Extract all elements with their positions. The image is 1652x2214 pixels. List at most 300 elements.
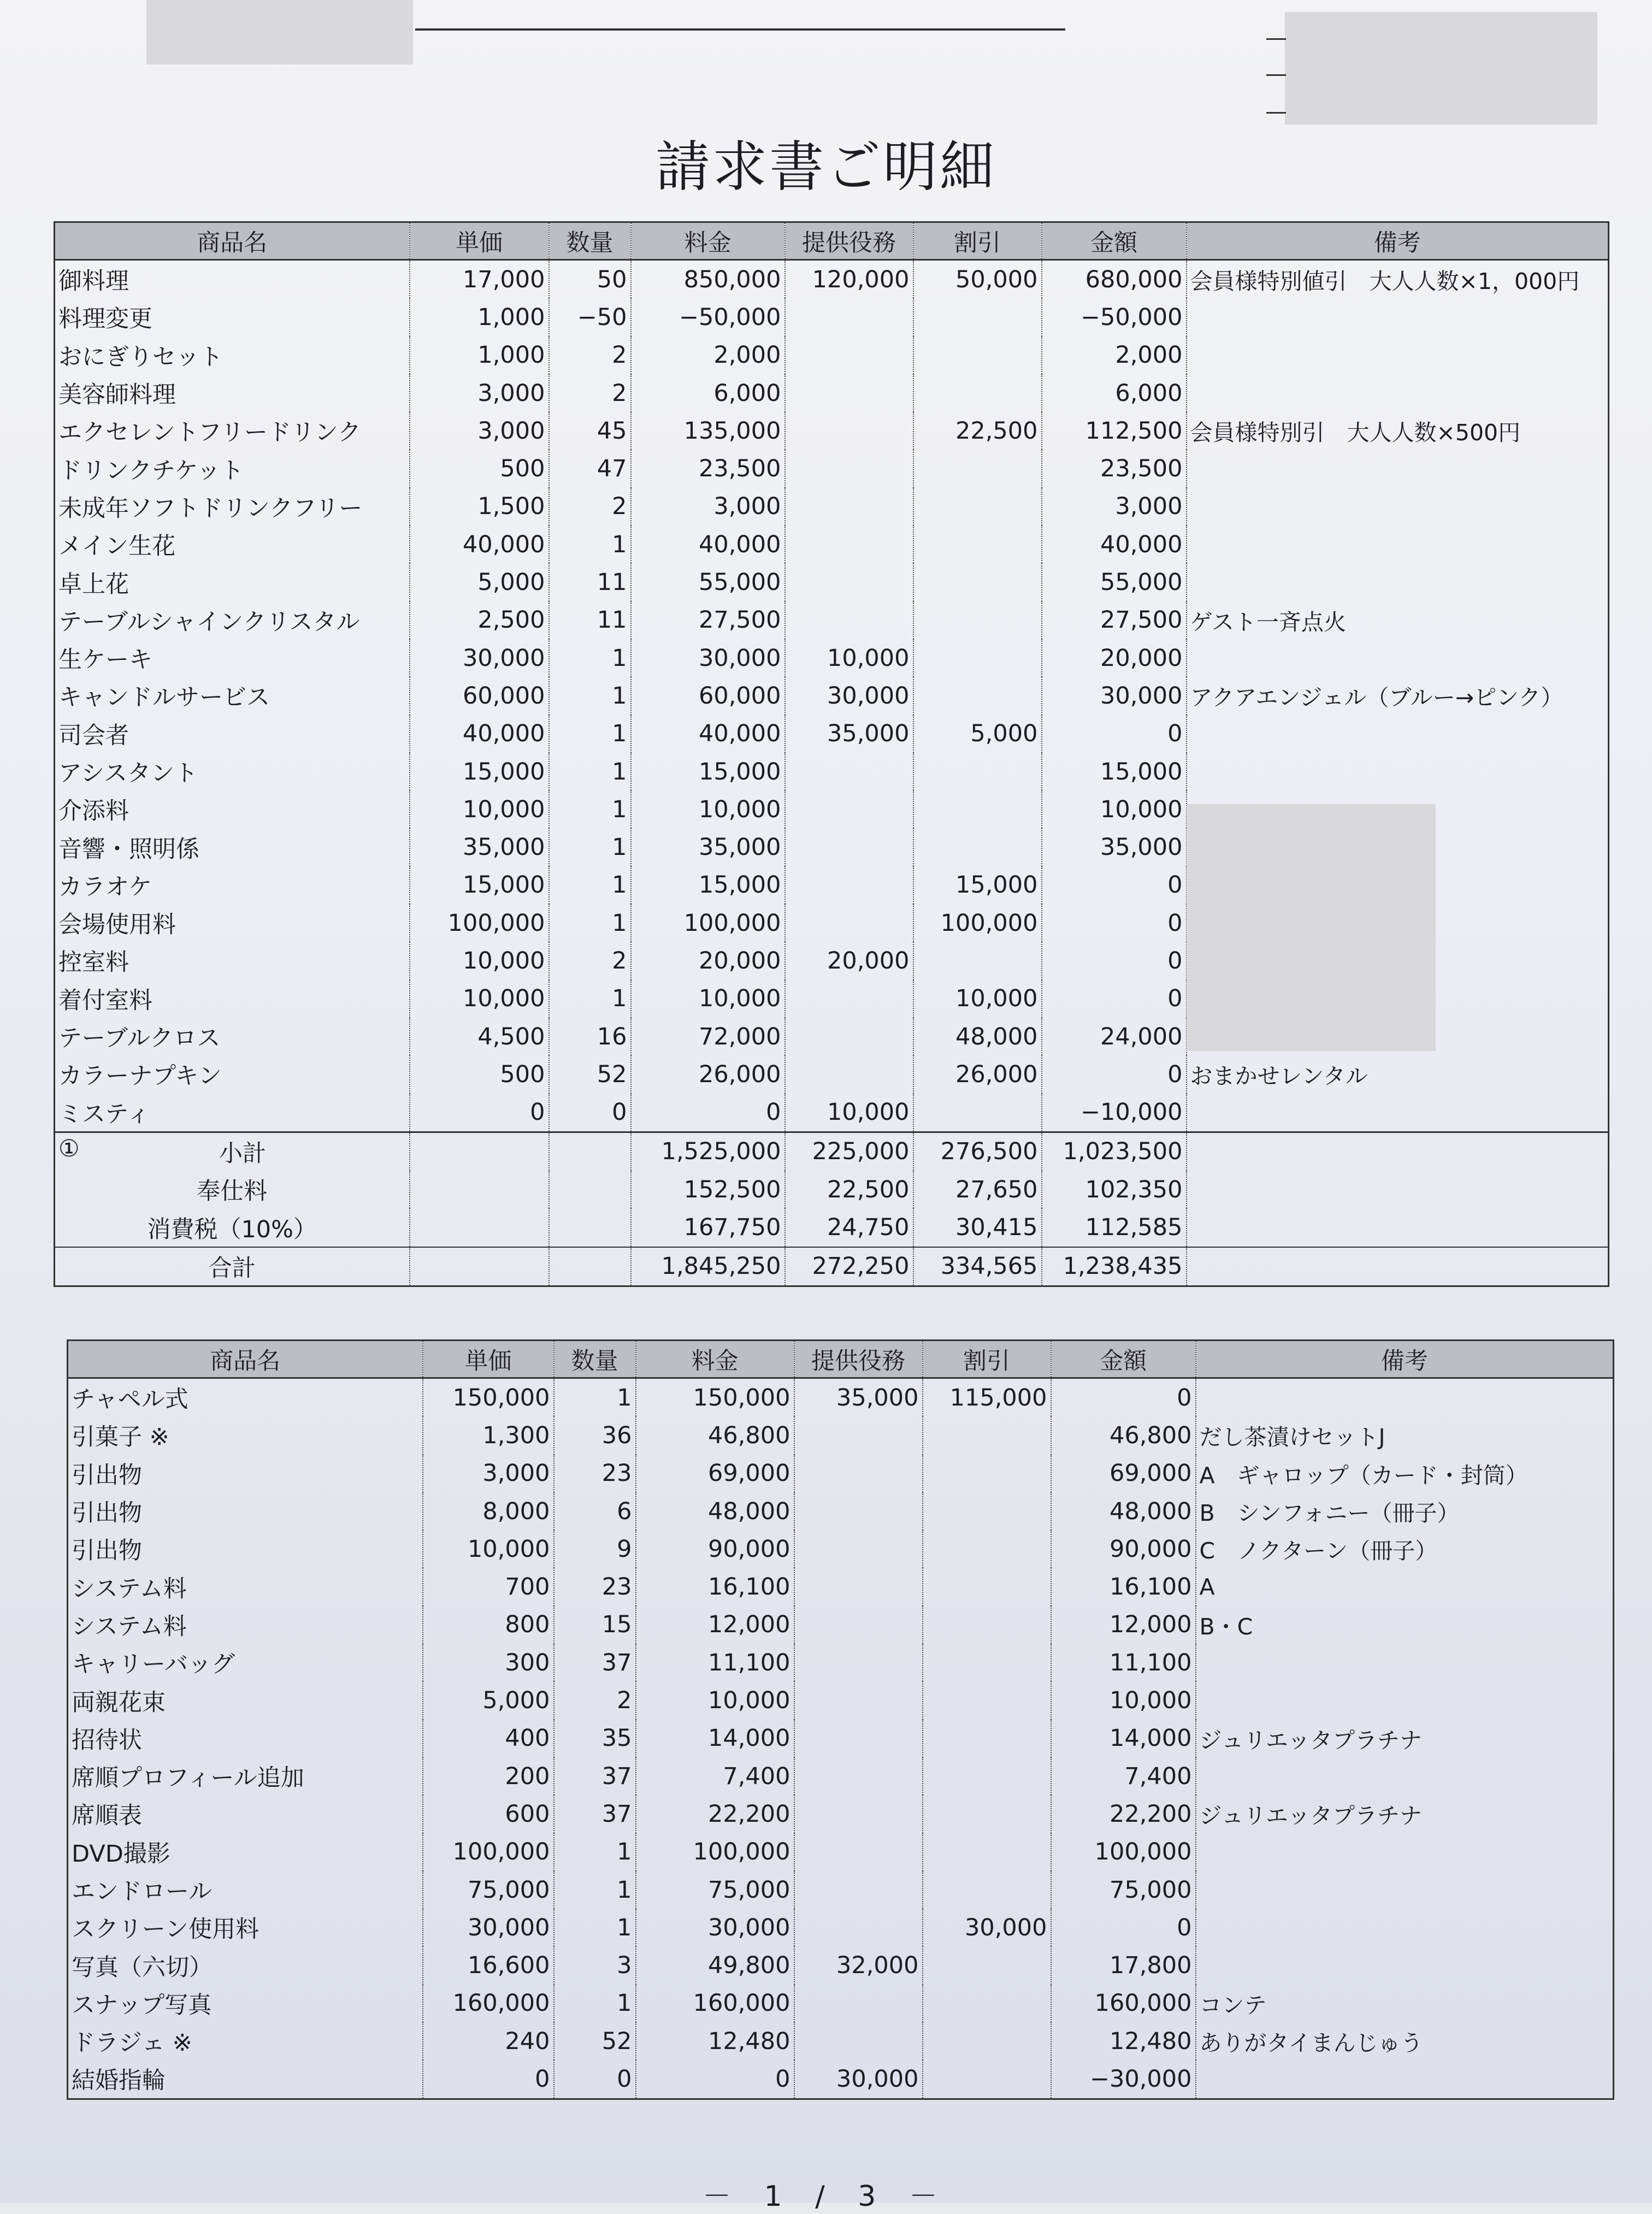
- table-row: [68, 1795, 1614, 1833]
- cell-discount: 22,500: [913, 412, 1042, 450]
- cell-amount: 10,000: [1042, 790, 1187, 828]
- cell-charge: 90,000: [636, 1530, 794, 1568]
- cell-amount: 24,000: [1042, 1018, 1187, 1055]
- cell-service-credit: [794, 1795, 923, 1833]
- cell-unit-price: 600: [423, 1795, 554, 1833]
- cell-discount: [913, 374, 1042, 412]
- cell-amount: 6,000: [1042, 374, 1187, 412]
- cell-item-name: DVD撮影: [68, 1833, 423, 1871]
- cell-unit-price: 10,000: [410, 790, 549, 828]
- cell-remarks: A ギャロップ（カード・封筒）: [1196, 1455, 1614, 1492]
- cell-remarks: [1187, 715, 1609, 753]
- cell-charge: 850,000: [631, 260, 785, 299]
- summary-service-credit: 225,000: [785, 1132, 913, 1171]
- table-row: [55, 1094, 1609, 1132]
- summary-amount: 112,585: [1042, 1208, 1187, 1247]
- cell-remarks: [1187, 450, 1609, 487]
- header-service-credit: 提供役務: [785, 222, 913, 260]
- table-header-row: [68, 1341, 1614, 1378]
- cell-amount: 27,500: [1042, 601, 1187, 639]
- table-row: [68, 1909, 1614, 1946]
- cell-item-name: ドリンクチケット: [55, 450, 410, 487]
- cell-item-name: 招待状: [68, 1720, 423, 1757]
- cell-discount: [923, 1455, 1051, 1492]
- cell-amount: 12,480: [1051, 2022, 1196, 2060]
- cell-service-credit: [794, 1681, 923, 1719]
- cell-item-name: システム料: [68, 1606, 423, 1644]
- table-row: [68, 1644, 1614, 1681]
- invoice-table-2: [67, 1339, 1614, 2100]
- cell-discount: [913, 828, 1042, 866]
- cell-charge: −50,000: [631, 298, 785, 336]
- cell-item-name: 席順表: [68, 1795, 423, 1833]
- cell-service-credit: [794, 1568, 923, 1605]
- table-row: [55, 601, 1609, 639]
- header-tick: [1266, 112, 1286, 114]
- cell-item-name: キャリーバッグ: [68, 1644, 423, 1681]
- cell-discount: [913, 298, 1042, 336]
- cell-quantity: 0: [549, 1094, 631, 1132]
- cell-charge: 49,800: [636, 1946, 794, 1984]
- cell-discount: [923, 1568, 1051, 1605]
- cell-item-name: 音響・照明係: [55, 828, 410, 866]
- cell-remarks: ありがタイまんじゅう: [1196, 2022, 1614, 2060]
- table-row: [68, 1606, 1614, 1644]
- cell-service-credit: 20,000: [785, 942, 913, 979]
- cell-unit-price: 1,000: [410, 298, 549, 336]
- cell-discount: [913, 753, 1042, 790]
- header-amount: 金額: [1051, 1341, 1196, 1378]
- cell-amount: 75,000: [1051, 1871, 1196, 1909]
- cell-remarks: [1196, 1833, 1614, 1871]
- cell-quantity: 1: [549, 526, 631, 563]
- table-row: [68, 1720, 1614, 1757]
- cell-amount: 16,100: [1051, 1568, 1196, 1605]
- cell-service-credit: [785, 980, 913, 1018]
- header-tick: [1266, 74, 1286, 76]
- summary-label: [55, 1247, 410, 1286]
- cell-charge: 27,500: [631, 601, 785, 639]
- cell-service-credit: [794, 1416, 923, 1454]
- table-row: [55, 374, 1609, 412]
- summary-amount: 102,350: [1042, 1171, 1187, 1208]
- cell-discount: 10,000: [913, 980, 1042, 1018]
- cell-unit-price: 30,000: [423, 1909, 554, 1946]
- cell-unit-price: 1,000: [410, 336, 549, 374]
- cell-service-credit: 120,000: [785, 260, 913, 299]
- cell-discount: [913, 1094, 1042, 1132]
- cell-item-name: アシスタント: [55, 753, 410, 790]
- cell-unit-price: 10,000: [410, 942, 549, 979]
- cell-charge: 75,000: [636, 1871, 794, 1909]
- cell-unit-price: 3,000: [410, 412, 549, 450]
- cell-charge: 40,000: [631, 526, 785, 563]
- redacted-block-top-left: [146, 0, 413, 64]
- cell-discount: 115,000: [923, 1378, 1051, 1417]
- cell-amount: 48,000: [1051, 1492, 1196, 1530]
- cell-unit-price: 30,000: [410, 639, 549, 677]
- table-row: [68, 1681, 1614, 1719]
- cell-unit-price: 700: [423, 1568, 554, 1605]
- summary-row: [55, 1132, 1609, 1171]
- cell-unit-price: 200: [423, 1757, 554, 1795]
- cell-unit-price: 10,000: [410, 980, 549, 1018]
- cell-remarks: [1187, 1171, 1609, 1208]
- cell-charge: 11,100: [636, 1644, 794, 1681]
- summary-amount: 1,023,500: [1042, 1132, 1187, 1171]
- cell-item-name: 控室料: [55, 942, 410, 979]
- cell-item-name: 写真（六切）: [68, 1946, 423, 1984]
- cell-item-name: 卓上花: [55, 563, 410, 601]
- cell-charge: 7,400: [636, 1757, 794, 1795]
- cell-amount: 0: [1051, 1378, 1196, 1417]
- cell-item-name: 介添料: [55, 790, 410, 828]
- cell-quantity: 52: [554, 2022, 636, 2060]
- cell-amount: 0: [1042, 715, 1187, 753]
- table-row: [55, 450, 1609, 487]
- table-row: [55, 677, 1609, 715]
- cell-quantity: [549, 1171, 631, 1208]
- cell-service-credit: [794, 1757, 923, 1795]
- summary-service-credit: 22,500: [785, 1171, 913, 1208]
- table-row: [68, 1871, 1614, 1909]
- cell-item-name: スナップ写真: [68, 1985, 423, 2022]
- cell-item-name: スクリーン使用料: [68, 1909, 423, 1946]
- cell-amount: 20,000: [1042, 639, 1187, 677]
- cell-unit-price: 1,300: [423, 1416, 554, 1454]
- cell-discount: [913, 336, 1042, 374]
- cell-amount: −50,000: [1042, 298, 1187, 336]
- cell-service-credit: [785, 601, 913, 639]
- summary-charge: 167,750: [631, 1208, 785, 1247]
- cell-discount: [923, 1985, 1051, 2022]
- summary-label: [55, 1171, 410, 1208]
- cell-item-name: エンドロール: [68, 1871, 423, 1909]
- cell-remarks: [1187, 1247, 1609, 1286]
- cell-remarks: おまかせレンタル: [1187, 1055, 1609, 1093]
- header-charge: 料金: [631, 222, 785, 260]
- summary-label: [55, 1132, 410, 1171]
- cell-discount: [913, 677, 1042, 715]
- cell-discount: [913, 942, 1042, 979]
- cell-item-name: 生ケーキ: [55, 639, 410, 677]
- header-unit-price: 単価: [410, 222, 549, 260]
- cell-amount: 3,000: [1042, 488, 1187, 526]
- cell-unit-price: [410, 1247, 549, 1286]
- cell-quantity: 1: [549, 639, 631, 677]
- cell-amount: 22,200: [1051, 1795, 1196, 1833]
- cell-remarks: B シンフォニー（冊子）: [1196, 1492, 1614, 1530]
- cell-amount: 23,500: [1042, 450, 1187, 487]
- cell-remarks: [1196, 1378, 1614, 1417]
- cell-charge: 72,000: [631, 1018, 785, 1055]
- cell-item-name: 席順プロフィール追加: [68, 1757, 423, 1795]
- cell-quantity: 2: [549, 374, 631, 412]
- cell-service-credit: [794, 1530, 923, 1568]
- cell-item-name: 司会者: [55, 715, 410, 753]
- cell-discount: [913, 526, 1042, 563]
- cell-remarks: [1187, 1132, 1609, 1171]
- cell-unit-price: [410, 1132, 549, 1171]
- cell-unit-price: 40,000: [410, 526, 549, 563]
- cell-amount: 0: [1042, 1055, 1187, 1093]
- cell-charge: 20,000: [631, 942, 785, 979]
- cell-charge: 135,000: [631, 412, 785, 450]
- cell-charge: 22,200: [636, 1795, 794, 1833]
- cell-remarks: [1196, 1871, 1614, 1909]
- table-row: [55, 563, 1609, 601]
- cell-quantity: 50: [549, 260, 631, 299]
- cell-remarks: [1187, 1208, 1609, 1247]
- cell-item-name: おにぎりセット: [55, 336, 410, 374]
- cell-item-name: テーブルシャインクリスタル: [55, 601, 410, 639]
- table-row: [55, 1055, 1609, 1093]
- cell-quantity: 1: [554, 1378, 636, 1417]
- summary-discount: 334,565: [913, 1247, 1042, 1286]
- header-remarks: 備考: [1196, 1341, 1614, 1378]
- cell-quantity: 0: [554, 2060, 636, 2099]
- cell-service-credit: 30,000: [794, 2060, 923, 2099]
- cell-service-credit: [785, 1018, 913, 1055]
- cell-remarks: [1196, 1681, 1614, 1719]
- cell-service-credit: 30,000: [785, 677, 913, 715]
- cell-discount: [923, 1757, 1051, 1795]
- table-header-row: [55, 222, 1609, 260]
- cell-charge: 12,000: [636, 1606, 794, 1644]
- cell-service-credit: [785, 753, 913, 790]
- cell-item-name: メイン生花: [55, 526, 410, 563]
- cell-quantity: 45: [549, 412, 631, 450]
- cell-remarks: [1187, 563, 1609, 601]
- cell-unit-price: 60,000: [410, 677, 549, 715]
- cell-service-credit: [785, 412, 913, 450]
- cell-service-credit: [785, 450, 913, 487]
- cell-discount: [913, 790, 1042, 828]
- table-row: [55, 260, 1609, 299]
- cell-charge: 6,000: [631, 374, 785, 412]
- redacted-block-top-right: [1285, 12, 1597, 125]
- cell-charge: 10,000: [631, 980, 785, 1018]
- cell-quantity: 52: [549, 1055, 631, 1093]
- cell-remarks: [1187, 488, 1609, 526]
- summary-service-credit: 24,750: [785, 1208, 913, 1247]
- cell-unit-price: 4,500: [410, 1018, 549, 1055]
- cell-quantity: [549, 1208, 631, 1247]
- cell-amount: 0: [1042, 866, 1187, 904]
- cell-charge: 26,000: [631, 1055, 785, 1093]
- cell-remarks: C ノクターン（冊子）: [1196, 1530, 1614, 1568]
- cell-remarks: コンテ: [1196, 1985, 1614, 2022]
- cell-remarks: ジュリエッタプラチナ: [1196, 1795, 1614, 1833]
- cell-service-credit: [785, 904, 913, 942]
- cell-unit-price: 15,000: [410, 753, 549, 790]
- cell-quantity: 1: [549, 677, 631, 715]
- cell-item-name: カラーナプキン: [55, 1055, 410, 1093]
- cell-amount: 112,500: [1042, 412, 1187, 450]
- table-row: [55, 488, 1609, 526]
- header-charge: 料金: [636, 1341, 794, 1378]
- cell-discount: [923, 1946, 1051, 1984]
- redacted-block-notes: [1187, 804, 1436, 1051]
- cell-amount: 69,000: [1051, 1455, 1196, 1492]
- cell-discount: [923, 1530, 1051, 1568]
- header-amount: 金額: [1042, 222, 1187, 260]
- cell-unit-price: 3,000: [423, 1455, 554, 1492]
- cell-item-name: カラオケ: [55, 866, 410, 904]
- cell-unit-price: 150,000: [423, 1378, 554, 1417]
- cell-amount: 30,000: [1042, 677, 1187, 715]
- summary-label: [55, 1208, 410, 1247]
- cell-remarks: [1196, 2060, 1614, 2099]
- summary-label-text: 合計: [208, 1254, 256, 1282]
- cell-service-credit: [794, 1985, 923, 2022]
- cell-unit-price: 400: [423, 1720, 554, 1757]
- cell-remarks: 会員様特別値引 大人人数×1，000円: [1187, 260, 1609, 299]
- cell-quantity: 37: [554, 1757, 636, 1795]
- cell-service-credit: [785, 790, 913, 828]
- cell-discount: [923, 1795, 1051, 1833]
- cell-discount: [923, 1871, 1051, 1909]
- cell-charge: 60,000: [631, 677, 785, 715]
- header-remarks: 備考: [1187, 222, 1609, 260]
- cell-charge: 12,480: [636, 2022, 794, 2060]
- cell-charge: 0: [631, 1094, 785, 1132]
- summary-label-text: 奉仕料: [197, 1178, 268, 1206]
- cell-service-credit: [794, 1909, 923, 1946]
- cell-service-credit: [794, 1455, 923, 1492]
- cell-quantity: 2: [549, 488, 631, 526]
- table-row: [68, 1492, 1614, 1530]
- cell-amount: 14,000: [1051, 1720, 1196, 1757]
- cell-service-credit: [794, 1720, 923, 1757]
- cell-item-name: 着付室料: [55, 980, 410, 1018]
- cell-unit-price: 500: [410, 1055, 549, 1093]
- cell-charge: 10,000: [631, 790, 785, 828]
- cell-quantity: 3: [554, 1946, 636, 1984]
- cell-quantity: 9: [554, 1530, 636, 1568]
- cell-charge: 15,000: [631, 753, 785, 790]
- cell-charge: 0: [636, 2060, 794, 2099]
- cell-discount: [913, 639, 1042, 677]
- cell-amount: 46,800: [1051, 1416, 1196, 1454]
- table-row: [68, 1946, 1614, 1984]
- cell-discount: 5,000: [913, 715, 1042, 753]
- cell-quantity: 11: [549, 601, 631, 639]
- table-row: [55, 715, 1609, 753]
- cell-remarks: [1196, 1909, 1614, 1946]
- cell-unit-price: 10,000: [423, 1530, 554, 1568]
- summary-discount: 276,500: [913, 1132, 1042, 1171]
- cell-amount: −30,000: [1051, 2060, 1196, 2099]
- cell-remarks: A: [1196, 1568, 1614, 1605]
- cell-amount: 15,000: [1042, 753, 1187, 790]
- cell-remarks: [1187, 336, 1609, 374]
- table-row: [55, 753, 1609, 790]
- cell-quantity: 36: [554, 1416, 636, 1454]
- cell-service-credit: [794, 1644, 923, 1681]
- cell-remarks: [1187, 298, 1609, 336]
- cell-service-credit: 10,000: [785, 639, 913, 677]
- cell-quantity: 1: [549, 904, 631, 942]
- cell-charge: 40,000: [631, 715, 785, 753]
- summary-discount: 30,415: [913, 1208, 1042, 1247]
- table-row: [68, 1757, 1614, 1795]
- cell-item-name: システム料: [68, 1568, 423, 1605]
- table-row: [68, 1455, 1614, 1492]
- cell-unit-price: 300: [423, 1644, 554, 1681]
- cell-service-credit: [785, 488, 913, 526]
- cell-quantity: 47: [549, 450, 631, 487]
- cell-charge: 30,000: [631, 639, 785, 677]
- cell-charge: 15,000: [631, 866, 785, 904]
- table-row: [68, 1378, 1614, 1417]
- cell-item-name: 引出物: [68, 1455, 423, 1492]
- cell-unit-price: 75,000: [423, 1871, 554, 1909]
- cell-discount: [923, 1644, 1051, 1681]
- cell-remarks: [1187, 374, 1609, 412]
- cell-quantity: 37: [554, 1795, 636, 1833]
- cell-amount: −10,000: [1042, 1094, 1187, 1132]
- cell-charge: 10,000: [636, 1681, 794, 1719]
- cell-unit-price: 15,000: [410, 866, 549, 904]
- cell-remarks: [1196, 1644, 1614, 1681]
- cell-item-name: ドラジェ ※: [68, 2022, 423, 2060]
- cell-quantity: 1: [549, 753, 631, 790]
- cell-discount: [923, 1681, 1051, 1719]
- cell-service-credit: 32,000: [794, 1946, 923, 1984]
- cell-amount: 11,100: [1051, 1644, 1196, 1681]
- cell-quantity: 1: [554, 1985, 636, 2022]
- cell-unit-price: 2,500: [410, 601, 549, 639]
- header-quantity: 数量: [549, 222, 631, 260]
- cell-charge: 160,000: [636, 1985, 794, 2022]
- cell-discount: [923, 2060, 1051, 2099]
- cell-discount: 50,000: [913, 260, 1042, 299]
- table-row: [55, 298, 1609, 336]
- cell-service-credit: [785, 298, 913, 336]
- summary-service-credit: 272,250: [785, 1247, 913, 1286]
- cell-remarks: [1187, 639, 1609, 677]
- cell-amount: 0: [1051, 1909, 1196, 1946]
- cell-quantity: 1: [549, 828, 631, 866]
- cell-service-credit: [794, 1833, 923, 1871]
- cell-item-name: 御料理: [55, 260, 410, 299]
- cell-item-name: ミスティ: [55, 1094, 410, 1132]
- header-item-name: 商品名: [55, 222, 410, 260]
- cell-quantity: 1: [549, 715, 631, 753]
- cell-amount: 12,000: [1051, 1606, 1196, 1644]
- cell-amount: 0: [1042, 904, 1187, 942]
- cell-quantity: 35: [554, 1720, 636, 1757]
- cell-amount: 0: [1042, 942, 1187, 979]
- header-item-name: 商品名: [68, 1341, 423, 1378]
- cell-service-credit: [794, 1492, 923, 1530]
- cell-quantity: 11: [549, 563, 631, 601]
- cell-charge: 23,500: [631, 450, 785, 487]
- summary-row: [55, 1247, 1609, 1286]
- cell-service-credit: 10,000: [785, 1094, 913, 1132]
- cell-amount: 2,000: [1042, 336, 1187, 374]
- cell-charge: 30,000: [636, 1909, 794, 1946]
- cell-remarks: ゲスト一斉点火: [1187, 601, 1609, 639]
- cell-remarks: [1187, 526, 1609, 563]
- cell-quantity: 6: [554, 1492, 636, 1530]
- cell-quantity: 37: [554, 1644, 636, 1681]
- cell-unit-price: 100,000: [410, 904, 549, 942]
- table-row: [68, 1833, 1614, 1871]
- cell-unit-price: 5,000: [410, 563, 549, 601]
- cell-unit-price: 100,000: [423, 1833, 554, 1871]
